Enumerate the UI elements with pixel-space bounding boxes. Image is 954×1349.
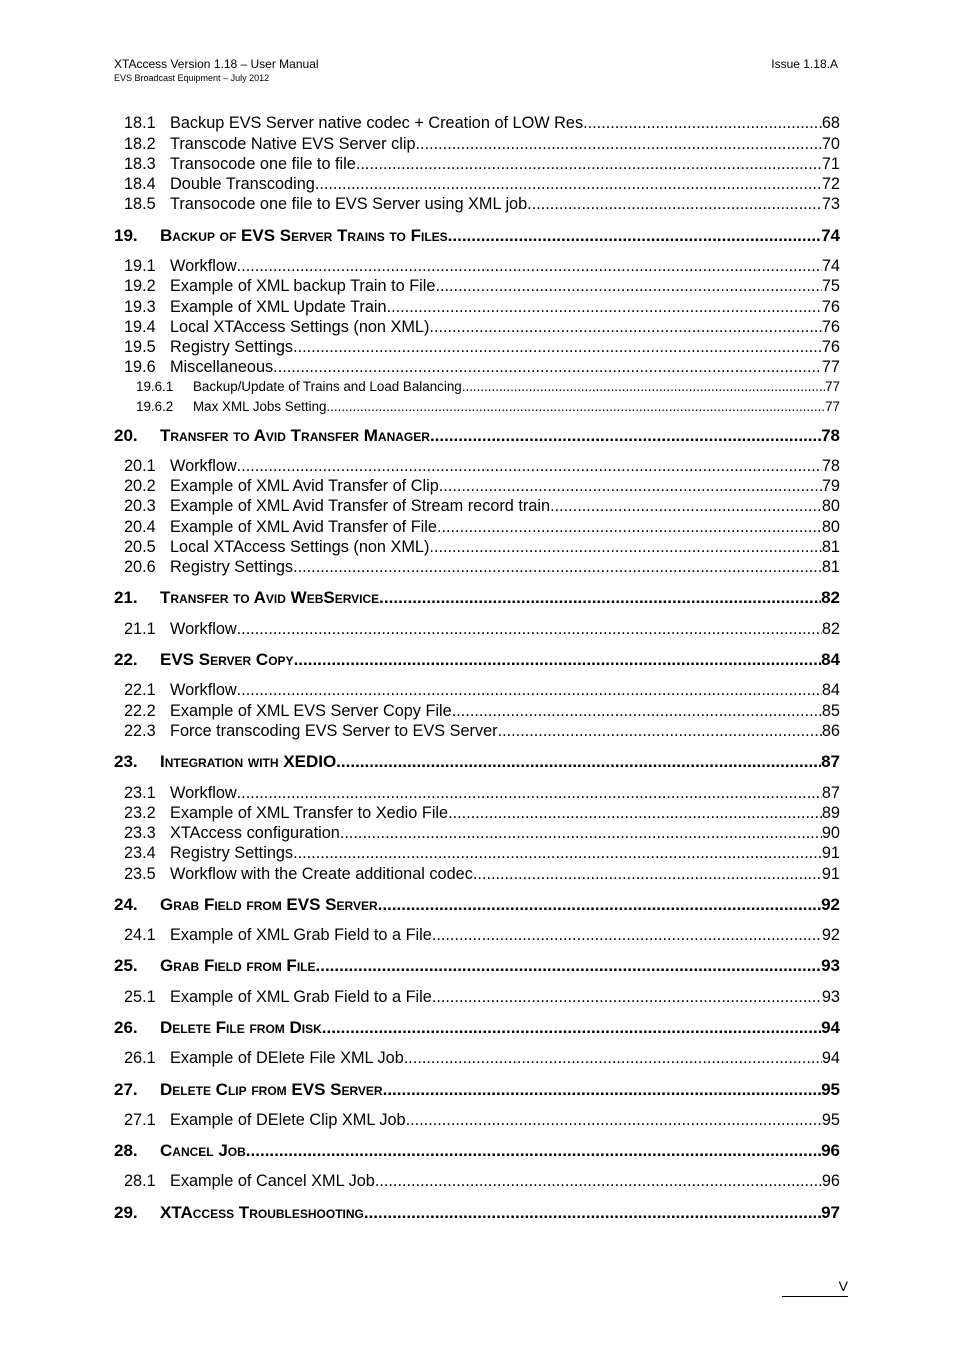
toc-entry-page: 77 bbox=[825, 379, 840, 394]
toc-entry-26-1[interactable] bbox=[124, 1048, 840, 1068]
toc-entry-number: 22. bbox=[114, 650, 138, 669]
toc-entry-title: Transocode one file to EVS Server using XML job bbox=[170, 195, 528, 213]
toc-entry-number: 20.1 bbox=[124, 457, 156, 475]
toc-entry-page: 84 bbox=[821, 650, 840, 669]
toc-entry-18-1[interactable] bbox=[124, 113, 840, 133]
toc-entry-title: Example of DElete Clip XML Job bbox=[170, 1111, 406, 1129]
toc-entry-20-4[interactable] bbox=[124, 517, 840, 537]
toc-dot-leader bbox=[383, 1079, 821, 1101]
toc-dot-leader bbox=[336, 751, 821, 773]
toc-entry-27[interactable] bbox=[114, 1079, 840, 1101]
toc-entry-page: 76 bbox=[821, 318, 840, 336]
toc-entry-number: 23. bbox=[114, 752, 138, 771]
toc-entry-page: 96 bbox=[821, 1172, 840, 1190]
toc-entry-number: 23.3 bbox=[124, 824, 156, 842]
toc-entry-number: 19.6.2 bbox=[136, 399, 174, 414]
toc-entry-19-1[interactable] bbox=[124, 256, 840, 276]
toc-entry-page: 89 bbox=[821, 804, 840, 822]
toc-dot-leader bbox=[326, 397, 825, 417]
toc-dot-leader bbox=[432, 987, 822, 1007]
toc-entry-number: 20.2 bbox=[124, 477, 156, 495]
toc-entry-22-1[interactable] bbox=[124, 680, 840, 700]
toc-entry-title: Grab Field from File bbox=[160, 956, 316, 975]
toc-entry-18-3[interactable] bbox=[124, 154, 840, 174]
toc-entry-title: Grab Field from EVS Server bbox=[160, 895, 378, 914]
toc-entry-23[interactable] bbox=[114, 751, 840, 773]
toc-entry-19-6-1[interactable] bbox=[136, 377, 840, 397]
toc-entry-19-4[interactable] bbox=[124, 317, 840, 337]
toc-dot-leader bbox=[237, 680, 822, 700]
toc-entry-number: 24.1 bbox=[124, 926, 156, 944]
toc-entry-page: 90 bbox=[821, 824, 840, 842]
toc-entry-page: 81 bbox=[821, 538, 840, 556]
toc-entry-page: 72 bbox=[821, 175, 840, 193]
toc-entry-title: Integration with XEDIO bbox=[160, 752, 337, 771]
toc-entry-number: 21.1 bbox=[124, 620, 156, 638]
toc-entry-title: Registry Settings bbox=[170, 558, 294, 576]
toc-entry-20-3[interactable] bbox=[124, 496, 840, 516]
toc-entry-page: 68 bbox=[821, 114, 840, 132]
toc-entry-title: Example of XML Transfer to Xedio File bbox=[170, 804, 449, 822]
toc-entry-title: Backup/Update of Trains and Load Balancing bbox=[193, 379, 462, 394]
toc-dot-leader bbox=[237, 619, 822, 639]
toc-entry-page: 87 bbox=[821, 752, 840, 771]
toc-entry-page: 91 bbox=[821, 844, 840, 862]
toc-entry-number: 19. bbox=[114, 226, 138, 245]
toc-entry-24[interactable] bbox=[114, 894, 840, 916]
toc-entry-number: 20.5 bbox=[124, 538, 156, 556]
toc-dot-leader bbox=[293, 843, 822, 863]
toc-entry-page: 74 bbox=[821, 226, 840, 245]
toc-entry-title: EVS Server Copy bbox=[160, 650, 294, 669]
toc-entry-title: Transocode one file to file bbox=[170, 155, 356, 173]
toc-entry-25-1[interactable] bbox=[124, 987, 840, 1007]
toc-entry-title: Cancel Job bbox=[160, 1141, 246, 1160]
toc-entry-page: 87 bbox=[821, 784, 840, 802]
toc-entry-page: 91 bbox=[821, 865, 840, 883]
toc-dot-leader bbox=[473, 864, 822, 884]
toc-entry-number: 18.3 bbox=[124, 155, 156, 173]
toc-entry-title: Example of XML Update Train bbox=[170, 298, 387, 316]
toc-entry-page: 92 bbox=[821, 926, 840, 944]
toc-entry-number: 23.1 bbox=[124, 784, 156, 802]
toc-entry-19-3[interactable] bbox=[124, 297, 840, 317]
toc-entry-20-5[interactable] bbox=[124, 537, 840, 557]
toc-entry-title: Example of DElete File XML Job bbox=[170, 1049, 404, 1067]
toc-entry-title: Workflow with the Create additional codec bbox=[170, 865, 473, 883]
toc-entry-number: 27.1 bbox=[124, 1111, 156, 1129]
toc-dot-leader bbox=[364, 1202, 821, 1224]
toc-entry-title: Workflow bbox=[170, 620, 237, 638]
toc-dot-leader bbox=[406, 1110, 822, 1130]
footer-rule bbox=[782, 1296, 848, 1297]
toc-entry-page: 81 bbox=[821, 558, 840, 576]
toc-dot-leader bbox=[378, 894, 821, 916]
toc-entry-number: 22.2 bbox=[124, 702, 156, 720]
toc-entry-22[interactable] bbox=[114, 649, 840, 671]
toc-entry-19[interactable] bbox=[114, 225, 840, 247]
toc-entry-title: Workflow bbox=[170, 457, 237, 475]
toc-entry-number: 18.1 bbox=[124, 114, 156, 132]
toc-dot-leader bbox=[237, 456, 822, 476]
toc-entry-title: Miscellaneous bbox=[170, 358, 274, 376]
toc-dot-leader bbox=[437, 517, 822, 537]
toc-entry-page: 80 bbox=[821, 518, 840, 536]
toc-entry-number: 28.1 bbox=[124, 1172, 156, 1190]
toc-entry-page: 84 bbox=[821, 681, 840, 699]
toc-entry-number: 26.1 bbox=[124, 1049, 156, 1067]
toc-entry-title: Workflow bbox=[170, 681, 237, 699]
toc-dot-leader bbox=[273, 357, 822, 377]
toc-entry-20-2[interactable] bbox=[124, 476, 840, 496]
toc-entry-page: 78 bbox=[821, 457, 840, 475]
toc-entry-title: Double Transcoding bbox=[170, 175, 315, 193]
toc-entry-page: 73 bbox=[821, 195, 840, 213]
toc-entry-18-5[interactable] bbox=[124, 194, 840, 214]
toc-entry-title: Transfer to Avid Transfer Manager bbox=[160, 426, 430, 445]
toc-entry-25[interactable] bbox=[114, 955, 840, 977]
toc-entry-title: Backup EVS Server native codec + Creation of LOW Res bbox=[170, 114, 584, 132]
toc-entry-number: 22.3 bbox=[124, 722, 156, 740]
toc-dot-leader bbox=[294, 649, 822, 671]
toc-entry-page: 82 bbox=[821, 588, 840, 607]
toc-entry-23-2[interactable] bbox=[124, 803, 840, 823]
toc-entry-page: 95 bbox=[821, 1111, 840, 1129]
toc-entry-number: 19.2 bbox=[124, 277, 156, 295]
toc-dot-leader bbox=[387, 297, 822, 317]
toc-entry-22-3[interactable] bbox=[124, 721, 840, 741]
document-subtitle: EVS Broadcast Equipment – July 2012 bbox=[114, 73, 270, 83]
toc-entry-18-4[interactable] bbox=[124, 174, 840, 194]
toc-dot-leader bbox=[316, 955, 822, 977]
toc-entry-number: 23.5 bbox=[124, 865, 156, 883]
header-left bbox=[114, 57, 319, 84]
toc-entry-23-3[interactable] bbox=[124, 823, 840, 843]
toc-entry-page: 96 bbox=[821, 1141, 840, 1160]
toc-entry-page: 80 bbox=[821, 497, 840, 515]
toc-entry-number: 25.1 bbox=[124, 988, 156, 1006]
toc-entry-number: 23.2 bbox=[124, 804, 156, 822]
toc-entry-page: 93 bbox=[821, 988, 840, 1006]
toc-dot-leader bbox=[498, 721, 822, 741]
toc-entry-number: 18.2 bbox=[124, 135, 156, 153]
toc-entry-19-6[interactable] bbox=[124, 357, 840, 377]
toc-entry-page: 79 bbox=[821, 477, 840, 495]
toc-entry-page: 71 bbox=[821, 155, 840, 173]
toc-entry-title: Example of XML Avid Transfer of Clip bbox=[170, 477, 439, 495]
toc-entry-number: 19.6 bbox=[124, 358, 156, 376]
toc-entry-title: XTAccess configuration bbox=[170, 824, 340, 842]
toc-entry-title: Example of XML Grab Field to a File bbox=[170, 988, 432, 1006]
toc-entry-title: Local XTAccess Settings (non XML) bbox=[170, 318, 430, 336]
toc-dot-leader bbox=[462, 377, 825, 397]
toc-dot-leader bbox=[375, 1171, 822, 1191]
toc-entry-21-1[interactable] bbox=[124, 619, 840, 639]
toc-entry-page: 76 bbox=[821, 338, 840, 356]
toc-entry-page: 85 bbox=[821, 702, 840, 720]
toc-entry-23-4[interactable] bbox=[124, 843, 840, 863]
toc-entry-title: Delete Clip from EVS Server bbox=[160, 1080, 383, 1099]
toc-entry-title: Delete File from Disk bbox=[160, 1018, 322, 1037]
toc-entry-21[interactable] bbox=[114, 587, 840, 609]
toc-entry-number: 18.5 bbox=[124, 195, 156, 213]
toc-dot-leader bbox=[448, 225, 821, 247]
toc-dot-leader bbox=[439, 476, 822, 496]
toc-entry-number: 29. bbox=[114, 1203, 138, 1222]
toc-entry-27-1[interactable] bbox=[124, 1110, 840, 1130]
toc-entry-number: 20.3 bbox=[124, 497, 156, 515]
toc-entry-number: 20.4 bbox=[124, 518, 156, 536]
toc-dot-leader bbox=[452, 701, 822, 721]
toc-entry-20-6[interactable] bbox=[124, 557, 840, 577]
toc-entry-20-1[interactable] bbox=[124, 456, 840, 476]
toc-entry-19-6-2[interactable] bbox=[136, 397, 840, 417]
toc-dot-leader bbox=[237, 256, 822, 276]
toc-entry-number: 19.5 bbox=[124, 338, 156, 356]
toc-entry-number: 28. bbox=[114, 1141, 138, 1160]
toc-entry-number: 20.6 bbox=[124, 558, 156, 576]
issue-label: Issue 1.18.A bbox=[771, 57, 838, 71]
toc-entry-number: 21. bbox=[114, 588, 138, 607]
toc-entry-24-1[interactable] bbox=[124, 925, 840, 945]
toc-dot-leader bbox=[340, 823, 822, 843]
toc-entry-title: Example of XML EVS Server Copy File bbox=[170, 702, 452, 720]
toc-dot-leader bbox=[293, 557, 822, 577]
toc-entry-23-1[interactable] bbox=[124, 783, 840, 803]
toc-entry-page: 94 bbox=[821, 1018, 840, 1037]
toc-entry-number: 25. bbox=[114, 956, 138, 975]
toc-dot-leader bbox=[293, 337, 822, 357]
toc-entry-title: Registry Settings bbox=[170, 338, 294, 356]
toc-entry-18-2[interactable] bbox=[124, 134, 840, 154]
toc-entry-number: 19.6.1 bbox=[136, 379, 174, 394]
toc-entry-19-2[interactable] bbox=[124, 276, 840, 296]
toc-entry-28-1[interactable] bbox=[124, 1171, 840, 1191]
toc-entry-number: 19.1 bbox=[124, 257, 156, 275]
toc-entry-28[interactable] bbox=[114, 1140, 840, 1162]
document-title: XTAccess Version 1.18 – User Manual bbox=[114, 57, 319, 71]
toc-entry-title: Workflow bbox=[170, 784, 237, 802]
toc-entry-number: 26. bbox=[114, 1018, 138, 1037]
toc-entry-26[interactable] bbox=[114, 1017, 840, 1039]
toc-entry-29[interactable] bbox=[114, 1202, 840, 1224]
toc-dot-leader bbox=[429, 317, 821, 337]
toc-dot-leader bbox=[356, 154, 822, 174]
toc-entry-page: 74 bbox=[821, 257, 840, 275]
toc-dot-leader bbox=[430, 425, 821, 447]
toc-dot-leader bbox=[583, 113, 822, 133]
toc-dot-leader bbox=[404, 1048, 822, 1068]
toc-dot-leader bbox=[416, 134, 822, 154]
toc-entry-title: Example of Cancel XML Job bbox=[170, 1172, 375, 1190]
toc-entry-number: 22.1 bbox=[124, 681, 156, 699]
toc-entry-19-5[interactable] bbox=[124, 337, 840, 357]
toc-entry-20[interactable] bbox=[114, 425, 840, 447]
toc-entry-number: 20. bbox=[114, 426, 138, 445]
toc-entry-number: 19.4 bbox=[124, 318, 156, 336]
toc-dot-leader bbox=[379, 587, 821, 609]
toc-entry-page: 77 bbox=[821, 358, 840, 376]
toc-entry-23-5[interactable] bbox=[124, 864, 840, 884]
toc-entry-title: Example of XML backup Train to File bbox=[170, 277, 436, 295]
toc-dot-leader bbox=[246, 1140, 821, 1162]
toc-entry-page: 97 bbox=[821, 1203, 840, 1222]
toc-entry-page: 78 bbox=[821, 426, 840, 445]
page-number: V bbox=[838, 1278, 848, 1294]
toc-entry-number: 23.4 bbox=[124, 844, 156, 862]
toc-entry-title: Force transcoding EVS Server to EVS Server bbox=[170, 722, 498, 740]
toc-entry-title: Workflow bbox=[170, 257, 237, 275]
toc-entry-title: Example of XML Avid Transfer of Stream record train bbox=[170, 497, 551, 515]
toc-dot-leader bbox=[429, 537, 821, 557]
toc-entry-page: 82 bbox=[821, 620, 840, 638]
toc-entry-title: Backup of EVS Server Trains to Files bbox=[160, 226, 448, 245]
toc-dot-leader bbox=[448, 803, 822, 823]
toc-entry-page: 75 bbox=[821, 277, 840, 295]
toc-entry-page: 86 bbox=[821, 722, 840, 740]
toc-entry-number: 27. bbox=[114, 1080, 138, 1099]
toc-dot-leader bbox=[237, 783, 822, 803]
toc-dot-leader bbox=[435, 276, 821, 296]
toc-dot-leader bbox=[322, 1017, 821, 1039]
toc-entry-number: 18.4 bbox=[124, 175, 156, 193]
toc-entry-number: 19.3 bbox=[124, 298, 156, 316]
toc-entry-page: 94 bbox=[821, 1049, 840, 1067]
toc-entry-title: XTAccess Troubleshooting bbox=[160, 1203, 364, 1222]
toc-entry-title: Registry Settings bbox=[170, 844, 294, 862]
toc-entry-title: Example of XML Grab Field to a File bbox=[170, 926, 432, 944]
toc-entry-page: 77 bbox=[825, 399, 840, 414]
toc-entry-page: 95 bbox=[821, 1080, 840, 1099]
toc-entry-title: Transcode Native EVS Server clip bbox=[170, 135, 416, 153]
toc-entry-title: Local XTAccess Settings (non XML) bbox=[170, 538, 430, 556]
toc-entry-page: 92 bbox=[821, 895, 840, 914]
toc-entry-page: 70 bbox=[821, 135, 840, 153]
toc-entry-title: Example of XML Avid Transfer of File bbox=[170, 518, 437, 536]
toc-entry-page: 76 bbox=[821, 298, 840, 316]
toc-dot-leader bbox=[432, 925, 822, 945]
toc-entry-title: Transfer to Avid WebService bbox=[160, 588, 380, 607]
toc-entry-22-2[interactable] bbox=[124, 701, 840, 721]
toc-entry-number: 24. bbox=[114, 895, 138, 914]
toc-dot-leader bbox=[315, 174, 822, 194]
toc-entry-page: 93 bbox=[821, 956, 840, 975]
toc-dot-leader bbox=[527, 194, 822, 214]
toc-dot-leader bbox=[550, 496, 822, 516]
toc-entry-title: Max XML Jobs Setting bbox=[193, 399, 327, 414]
